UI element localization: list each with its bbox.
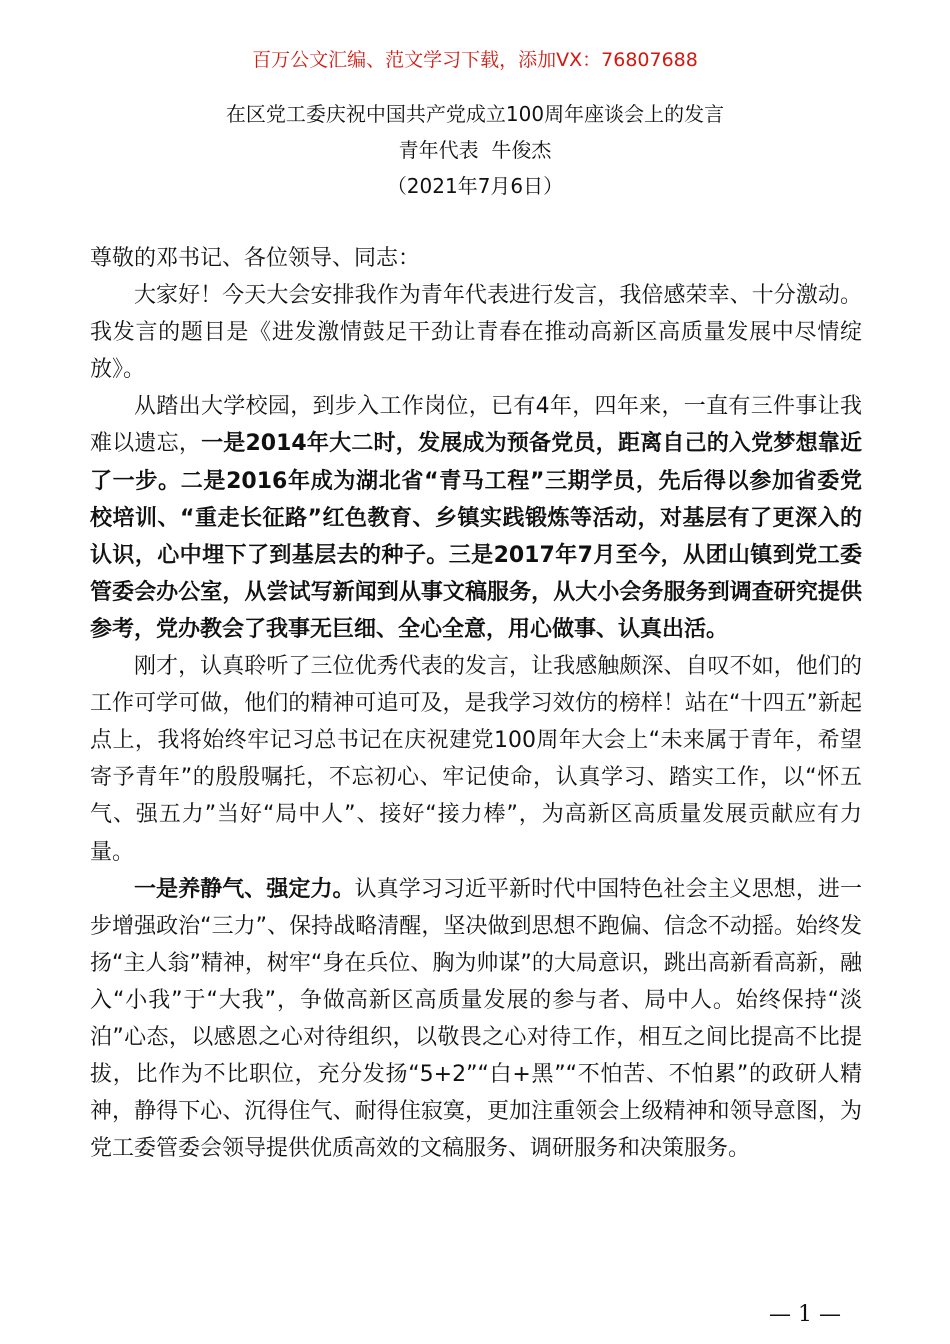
title-block <box>0 96 950 204</box>
paragraph-three-events-bold: 一是2014年大二时，发展成为预备党员，距离自己的入党梦想靠近了一步。二是2016年成为湖北省“青马工程”三期学员，先后得以参加省委党校培训、“重走长征路”红色教育、乡镇实践锻炼等活动，对基层有了更深入的认识，心中埋下了到基层去的种子。三是2017年7月至今，从团山镇到党工委管委会办公室，从尝试写新闻到从事文稿服务，从大小会务服务到调查研究提供参考，党办教会了我事无巨细、全心全意，用心做事、认真出活。 <box>90 431 862 642</box>
speech-date: （2021年7月6日） <box>386 174 564 198</box>
point-one-heading: 一是养静气、强定力。 <box>134 876 355 902</box>
paragraph-three-events-intro: 从踏出大学校园，到步入工作岗位，已有4年，四年来，一直有三件事让我难以遗忘， <box>90 394 862 457</box>
paragraph-opening: 大家好！今天大会安排我作为青年代表进行发言，我倍感荣幸、十分激动。我发言的题目是《进发激情鼓足干劲让青春在推动高新区高质量发展中尽情绽放》。 <box>90 283 862 383</box>
speech-body <box>90 240 862 1167</box>
point-one-text: 认真学习习近平新时代中国特色社会主义思想，进一步增强政治“三力”、保持战略清醒，坚决做到思想不跑偏、信念不动摇。始终发扬“主人翁”精神，树牢“身在兵位、胸为帅谋”的大局意识，跳出高新看高新，融入“小我”于“大我”，争做高新区高质量发展的参与者、局中人。始终保持“淡泊”心态，以感恩之心对待组织，以敬畏之心对待工作，相互之间比提高不比提拔，比作为不比职位，充分发扬“5+2”“白+黑”“不怕苦、不怕累”的政研人精神，静得下心、沉得住气、耐得住寂寞，更加注重领会上级精神和领导意图，为党工委管委会领导提供优质高效的文稿服务、调研服务和决策服务。 <box>90 876 862 1162</box>
paragraph-point-one <box>90 871 862 1168</box>
promo-banner <box>0 46 950 74</box>
paragraph-three-events <box>90 388 862 648</box>
document-title: 在区党工委庆祝中国共产党成立100周年座谈会上的发言 <box>225 102 725 126</box>
speaker-line: 青年代表 牛俊杰 <box>398 138 552 162</box>
promo-banner-text: 百万公文汇编、范文学习下载，添加VX：76807688 <box>252 49 698 71</box>
salutation: 尊敬的邓书记、各位领导、同志： <box>90 246 421 271</box>
page-number: — 1 — <box>769 1302 841 1327</box>
paragraph-commitment: 刚才，认真聆听了三位优秀代表的发言，让我感触颇深、自叹不如，他们的工作可学可做，他们的精神可追可及，是我学习效仿的榜样！站在“十四五”新起点上，我将始终牢记习总书记在庆祝建党100周年大会上“未来属于青年，希望寄予青年”的殷殷嘱托，不忘初心、牢记使命，认真学习、踏实工作，以“怀五气、强五力”当好“局中人”、接好“接力棒”，为高新区高质量发展贡献应有力量。 <box>90 654 862 865</box>
